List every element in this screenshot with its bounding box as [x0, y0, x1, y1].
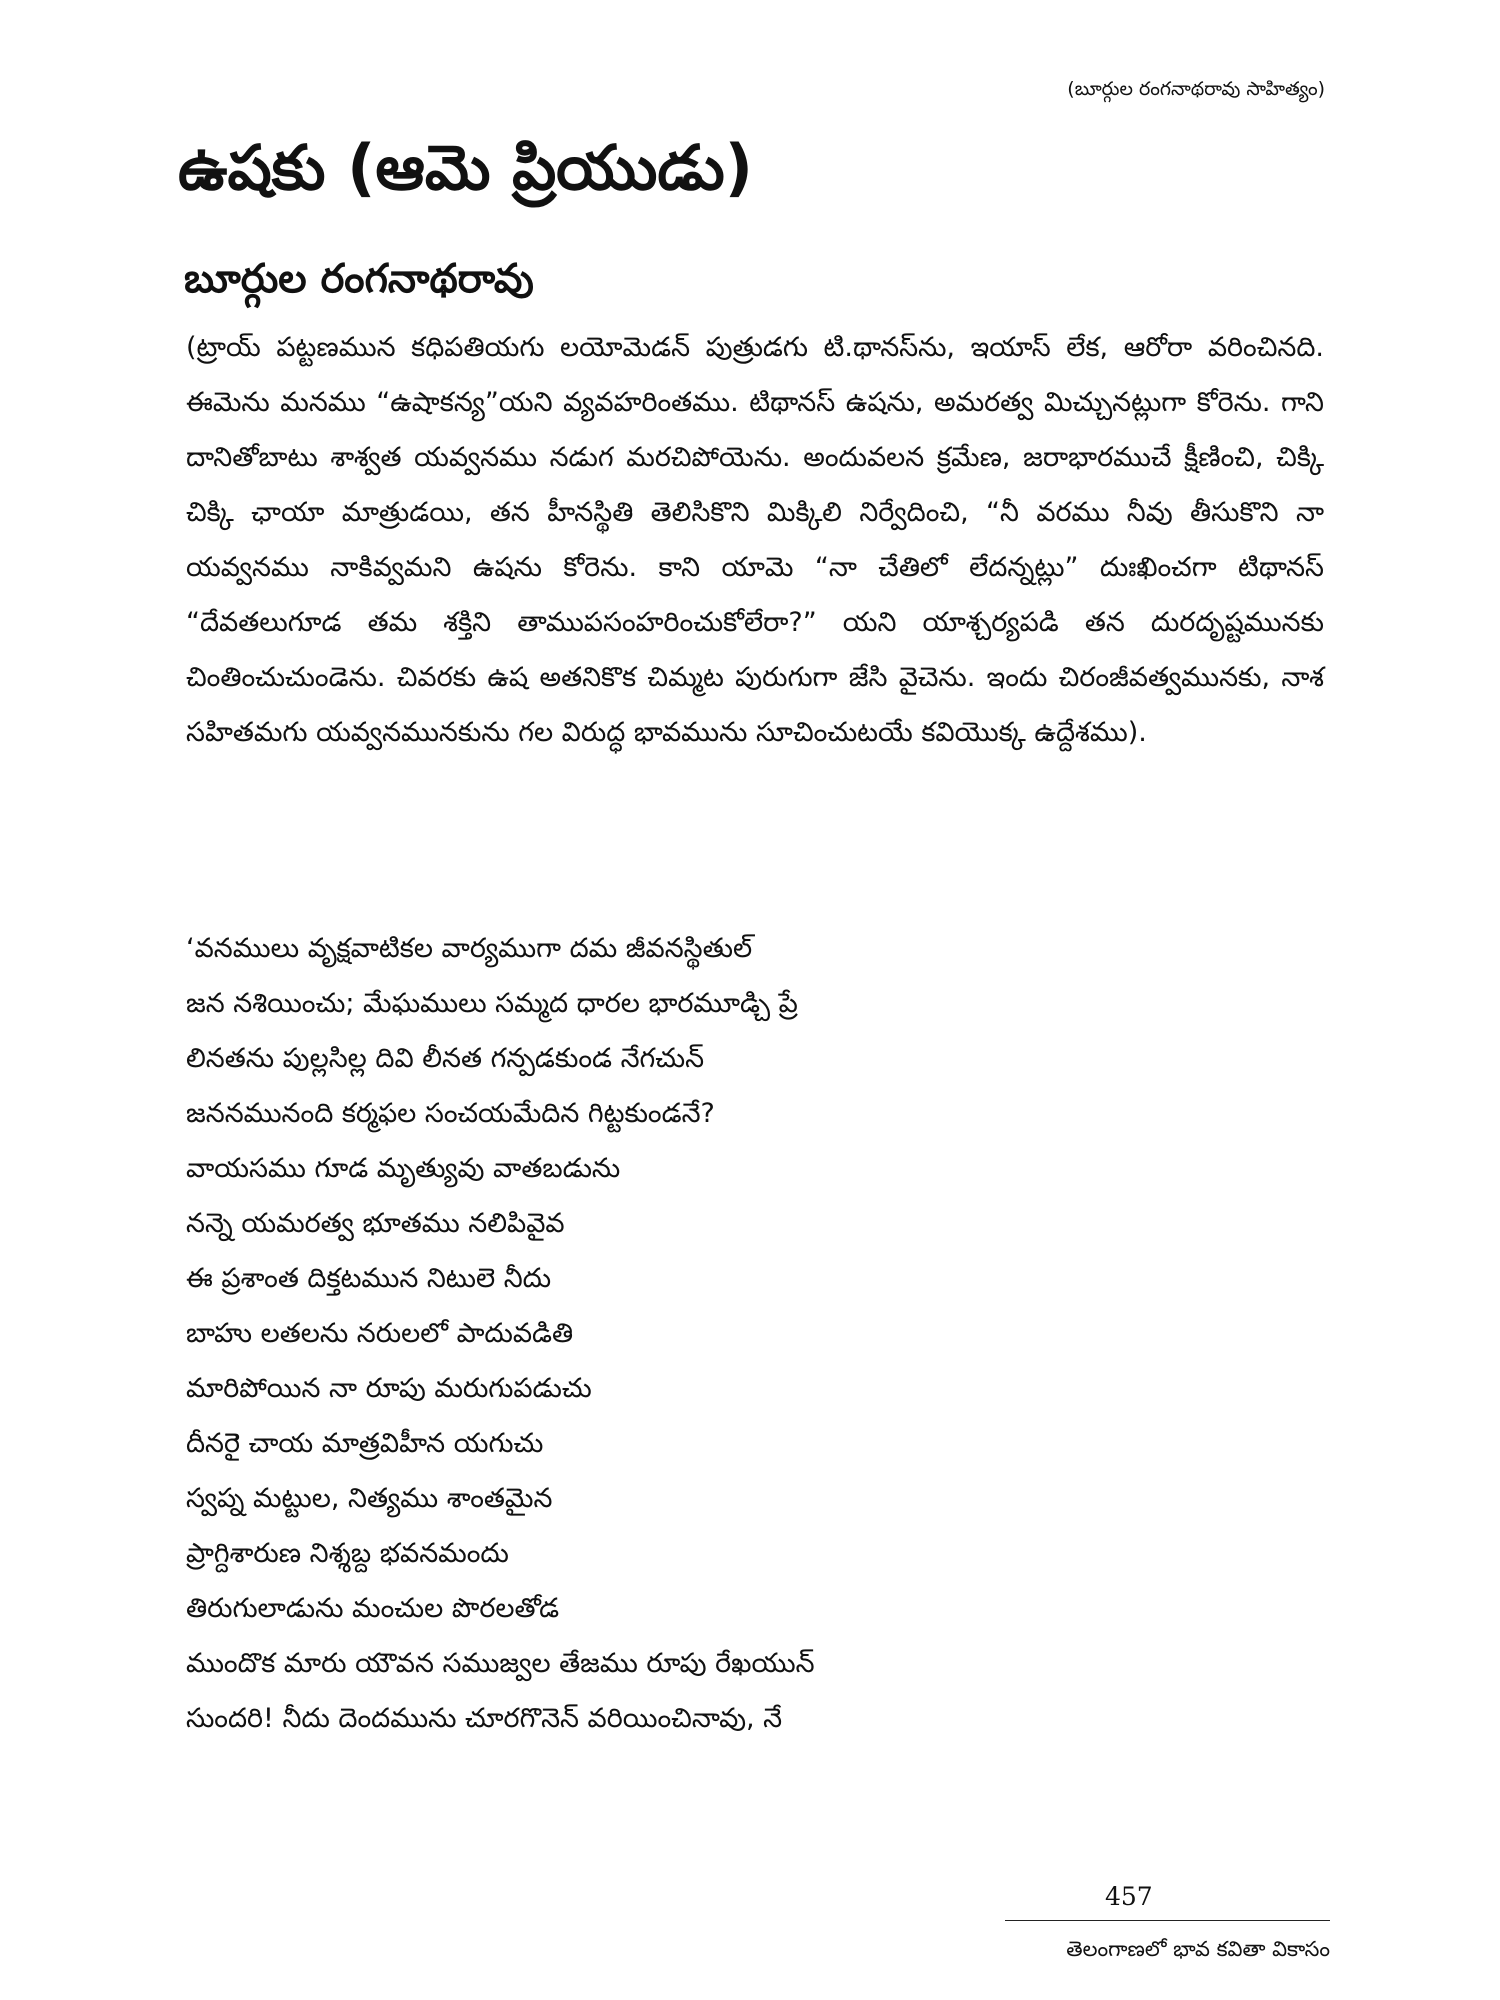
poem-line: వాయసము గూడ మృత్యువు వాతబడును	[186, 1153, 621, 1184]
article-title: ఉషకు (ఆమె ప్రియుడు)	[178, 131, 754, 204]
running-head: (బూర్గుల రంగనాథరావు సాహిత్యం)	[1067, 78, 1325, 100]
poem-line: జన నశియించు; మేఘములు సమ్మద ధారల భారమూడ్చి ప్రే	[186, 988, 798, 1019]
poem-line: దీనరైె చాయ మాత్రవిహీన యగుచు	[186, 1428, 544, 1459]
poem-line: లినతను పుల్లసిల్ల దివి లీనత గన్పడకుండ నేగచున్	[186, 1043, 705, 1074]
poem-line: ‘వనములు వృక్షవాటికల వార్యముగా దమ జీవనస్థితుల్	[186, 933, 753, 964]
poem-line: తిరుగులాడును మంచుల పొరలతోడ	[186, 1593, 560, 1624]
poem-line: ముందొక మారు యౌవన సముజ్వల తేజము రూపు రేఖయున్	[186, 1648, 815, 1679]
poem-line: ప్రాగ్దిశారుణ నిశ్శబ్ద భవనమందు	[186, 1538, 509, 1569]
poem-line: సుందరి! నీదు దెందమును చూరగొనెన్ వరియించినావు, నే	[186, 1703, 783, 1734]
poem-lines	[186, 921, 1324, 1746]
intro-paragraph: (ట్రాయ్ పట్టణమున కధిపతియగు లయోమెడన్ పుత్రుడగు టి.థానస్‌ను, ఇయాస్ లేక, ఆరోరా వరించినది. ఈమెను మనము “ఉషాకన్య”యని వ్యవహరింతము. టిథానస్ ఉషను, అమరత్వ మిచ్చునట్లుగా కోరెను. గాని దానితోబాటు శాశ్వత యవ్వనము నడుగ మరచిపోయెను. అందువలన క్రమేణ, జరాభారముచే క్షీణించి, చిక్కి చిక్కి ఛాయా మాత్రుడయి, తన హీనస్థితి తెలిసికొని మిక్కిలి నిర్వేదించి, “నీ వరము నీవు తీసుకొని నా యవ్వనము నాకివ్వమని ఉషను కోరెను. కాని యామె “నా చేతిలో లేదన్నట్లు” దుఃఖించగా టిథానస్ “దేవతలుగూడ తమ శక్తిని తాముపసంహరించుకోలేరా?” యని యాశ్చర్యపడి తన దురదృష్టమునకు చింతించుచుండెను. చివరకు ఉష అతనికొక చిమ్మట పురుగుగా జేసి వైచెను. ఇందు చిరంజీవత్వమునకు, నాశ సహితమగు యవ్వనమునకును గల విరుద్ధ భావమును సూచించుటయే కవియొక్క ఉద్దేశము).	[186, 332, 1324, 748]
poem-line: జననమునంది కర్మఫల సంచయమేదిన గిట్టకుండనే?	[186, 1098, 715, 1129]
footer-divider	[1005, 1920, 1330, 1921]
author-name: బూర్గుల రంగనాథరావు	[184, 256, 534, 302]
poem-line: స్వప్న మట్టుల, నిత్యము శాంతమైన	[186, 1483, 553, 1514]
poem-line: బాహు లతలను నరులలో పాదువడితి	[186, 1318, 574, 1349]
page-number: 457	[1105, 1882, 1153, 1911]
poem-line: మారిపోయిన నా రూపు మరుగుపడుచు	[186, 1373, 592, 1404]
poem-line: నన్నె యమరత్వ భూతము నలిపివైవ	[186, 1208, 565, 1239]
footer-book-title: తెలంగాణలో భావ కవితా వికాసం	[1066, 1937, 1330, 1961]
poem-line: ఈ ప్రశాంత దిక్తటమున నిటులె నీదు	[186, 1263, 552, 1294]
